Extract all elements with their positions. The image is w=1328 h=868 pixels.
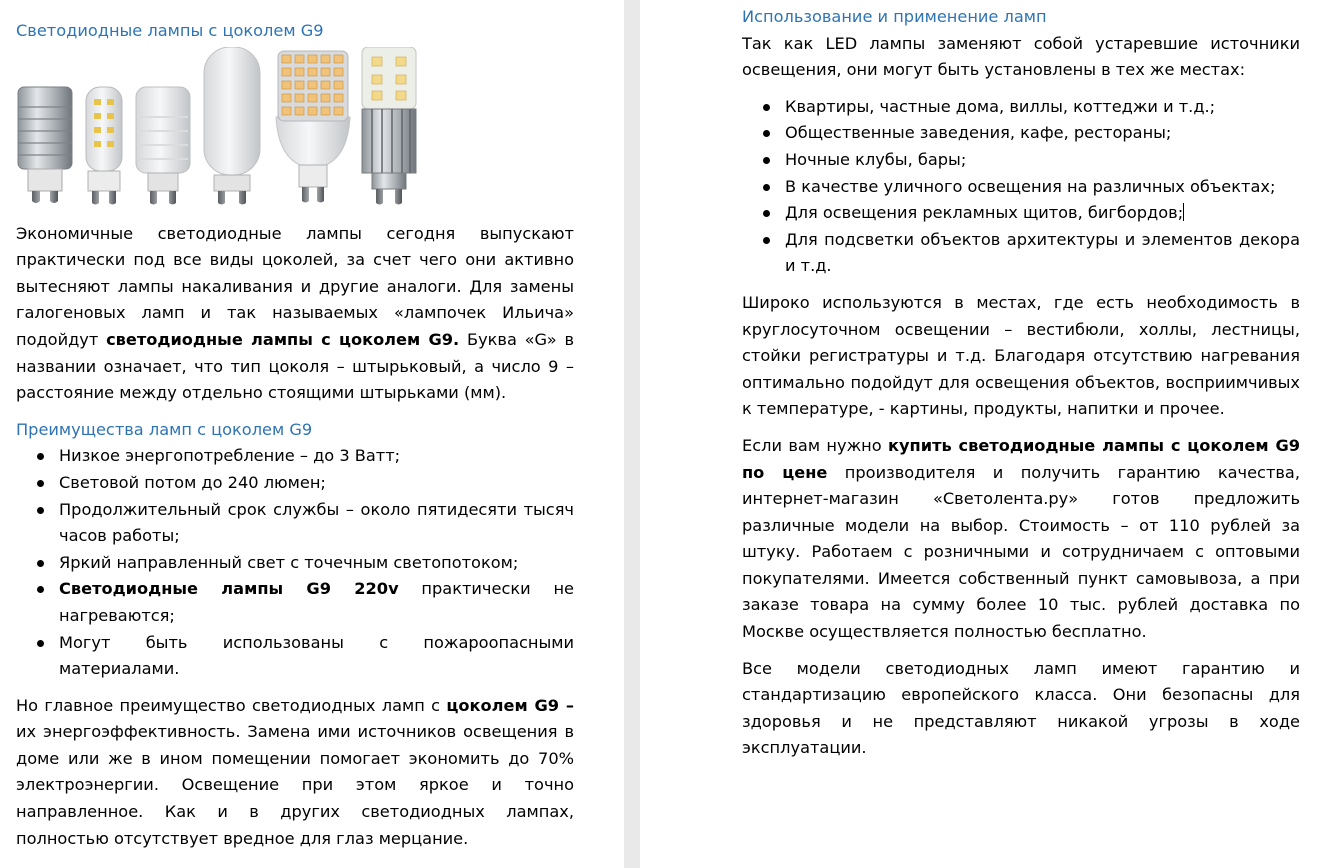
- list-item: Световой потом до 240 люмен;: [16, 470, 574, 497]
- buy-bold-link-text: купить светодиодные лампы с цоколем G9 по цене: [742, 435, 1300, 482]
- list-item: [16, 576, 574, 629]
- list-item: Могут быть использованы с пожароопасными материалами.: [16, 630, 574, 683]
- list-item: Продолжительный срок службы – около пятидесяти тысяч часов работы;: [16, 497, 574, 550]
- lamp-clear-capsule: [86, 87, 122, 205]
- main-adv-text-1: Но главное преимущество светодиодных ламп с: [16, 695, 447, 715]
- lamps-image: [16, 47, 426, 209]
- list-item: Для подсветки объектов архитектуры и элементов декора и т.д.: [742, 227, 1300, 280]
- list-item: Низкое энергопотребление – до 3 Ватт;: [16, 443, 574, 470]
- advantages-list: [16, 443, 574, 682]
- adv-bold-g9-220v: Светодиодные лампы G9 220v: [59, 579, 399, 599]
- buy-text-2: производителя и получить гарантию качества, интернет-магазин «Светолента.ру» готов предложить различные модели на выбор. Стоимость – от 110 рублей за штуку. Работаем с розничными и сотрудничаем с оптовыми покупателями. Имеется собственный пункт самовывоза, а при заказе товара на сумму более 10 тыс. рублей доставка по Москве осуществляется полностью бесплатно.: [742, 462, 1300, 642]
- lamp-frosted-capsule: [204, 47, 260, 205]
- list-item: Общественные заведения, кафе, рестораны;: [742, 120, 1300, 147]
- lamp-corn-smd: [276, 51, 350, 203]
- warranty-paragraph: Все модели светодиодных ламп имеют гарантию и стандартизацию европейского класса. Они безопасны для здоровья и не представляют никакой угрозы в ходе эксплуатации.: [742, 658, 1300, 758]
- heading-usage: Использование и применение ламп: [742, 7, 1047, 26]
- list-item: [742, 200, 1300, 227]
- right-column: [742, 4, 1300, 762]
- list-item: В качестве уличного освещения на различных объектах;: [742, 174, 1300, 201]
- lamp-aluminium-smd: [362, 47, 416, 205]
- main-advantage-paragraph: [16, 693, 574, 853]
- list-item: Квартиры, частные дома, виллы, коттеджи и т.д.;: [742, 94, 1300, 121]
- list-item: Ночные клубы, бары;: [742, 147, 1300, 174]
- intro-text-2: Буква «G» в названии означает, что тип цоколя – штырьковый, а число 9 – расстояние между отдельно стоящими штырьками (мм).: [16, 329, 574, 403]
- main-adv-bold: цоколем G9 –: [446, 695, 574, 715]
- lamp-aluminium-1: [18, 87, 72, 203]
- round-the-clock-paragraph: Широко используются в местах, где есть необходимость в круглосуточном освещении – вестибюли, холлы, лестницы, стойки регистратуры и т.д. Благодаря отсутствию нагревания оптимально подойдут для освещения объектов, восприимчивых к температуре, - картины, продукты, напитки и прочее.: [742, 292, 1300, 419]
- intro-paragraph: [16, 221, 574, 407]
- left-page: [0, 0, 624, 868]
- lamp-frosted-ribbed: [136, 87, 190, 205]
- heading-g9-lamps: Светодиодные лампы с цоколем G9: [16, 21, 324, 40]
- list-item: Яркий направленный свет с точечным светопотоком;: [16, 550, 574, 577]
- left-column: [16, 18, 574, 852]
- adv-rest: практически не нагреваются;: [59, 579, 574, 625]
- heading-advantages: Преимущества ламп с цоколем G9: [16, 419, 313, 439]
- buy-text-1: Если вам нужно: [742, 435, 889, 455]
- lamps-photo: [16, 47, 574, 209]
- places-list: [742, 94, 1300, 280]
- usage-intro: Так как LED лампы заменяют собой устаревшие источники освещения, они могут быть установлены в тех же местах:: [742, 33, 1300, 80]
- intro-bold-g9: светодиодные лампы с цоколем G9.: [106, 329, 460, 349]
- buy-paragraph: [742, 433, 1300, 646]
- intro-text-1: Экономичные светодиодные лампы сегодня выпускают практически под все виды цоколей, за счет чего они активно вытесняют лампы накаливания и другие аналоги. Для замены галогеновых ламп и так называемых «лампочек Ильича» подойдут: [16, 223, 574, 349]
- right-page: [640, 0, 1328, 868]
- list-item-text: Для освещения рекламных щитов, бигбордов;: [785, 203, 1184, 223]
- main-adv-text-2: их энергоэффективность. Замена ими источников освещения в доме или же в ином помещении помогает экономить до 70% электроэнергии. Освещение при этом яркое и точно направленное. Как и в других светодиодных лампах, полностью отсутствует вредное для глаз мерцание.: [16, 722, 574, 848]
- text-cursor: [1183, 203, 1184, 221]
